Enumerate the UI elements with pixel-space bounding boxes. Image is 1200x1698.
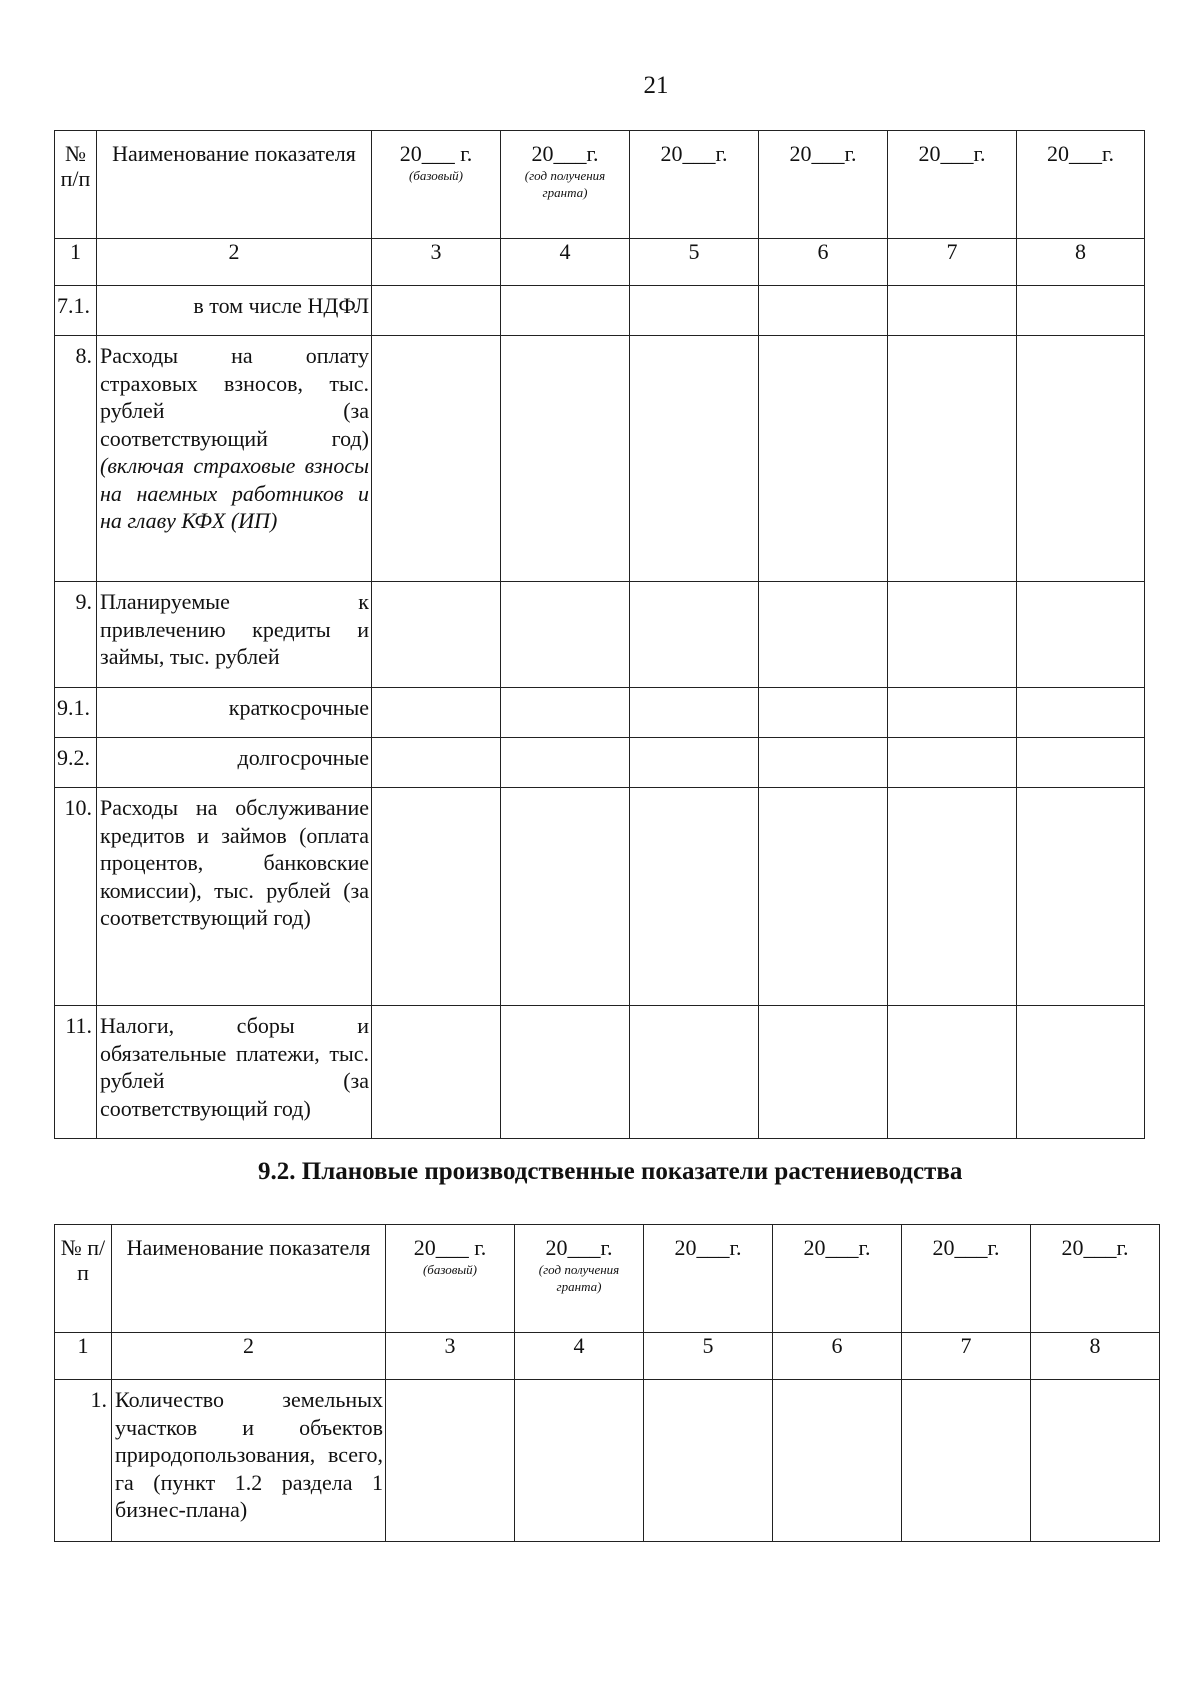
- section-title: 9.2. Плановые производственные показатели растениеводства: [258, 1158, 963, 1185]
- value-cell[interactable]: [501, 582, 630, 688]
- row-num: 9.: [55, 582, 97, 688]
- header-year-grant: 20___г. (год получения гранта): [515, 1225, 644, 1333]
- col-index: 8: [1031, 1333, 1160, 1380]
- value-cell[interactable]: [515, 1380, 644, 1542]
- col-index: 4: [515, 1333, 644, 1380]
- column-index-row: [55, 239, 1145, 286]
- col-index: 1: [55, 1333, 112, 1380]
- financial-indicators-table: [54, 130, 1145, 1139]
- value-cell[interactable]: [1017, 582, 1145, 688]
- value-cell[interactable]: [501, 688, 630, 738]
- header-num: № п/п: [55, 1225, 112, 1333]
- header-year-5: 20___г.: [644, 1225, 773, 1333]
- row-label: Планируемые к привлечению кредиты и займы, тыс. рублей: [97, 582, 372, 688]
- value-cell[interactable]: [773, 1380, 902, 1542]
- crop-production-indicators-table: [54, 1224, 1160, 1542]
- col-index: 4: [501, 239, 630, 286]
- value-cell[interactable]: [630, 336, 759, 582]
- row-num: 1.: [55, 1380, 112, 1542]
- header-year-grant: 20___г. (год получения гранта): [501, 131, 630, 239]
- value-cell[interactable]: [630, 738, 759, 788]
- value-cell[interactable]: [630, 788, 759, 1006]
- value-cell[interactable]: [386, 1380, 515, 1542]
- col-index: 6: [773, 1333, 902, 1380]
- value-cell[interactable]: [888, 688, 1017, 738]
- value-cell[interactable]: [501, 1006, 630, 1139]
- col-index: 2: [112, 1333, 386, 1380]
- value-cell[interactable]: [501, 738, 630, 788]
- value-cell[interactable]: [888, 286, 1017, 336]
- row-num: 7.1.: [55, 286, 97, 336]
- value-cell[interactable]: [902, 1380, 1031, 1542]
- value-cell[interactable]: [888, 788, 1017, 1006]
- row-num: 9.2.: [55, 738, 97, 788]
- value-cell[interactable]: [630, 286, 759, 336]
- value-cell[interactable]: [501, 286, 630, 336]
- header-year-5: 20___г.: [630, 131, 759, 239]
- value-cell[interactable]: [759, 738, 888, 788]
- col-index: 3: [386, 1333, 515, 1380]
- col-index: 2: [97, 239, 372, 286]
- value-cell[interactable]: [644, 1380, 773, 1542]
- value-cell[interactable]: [1017, 788, 1145, 1006]
- value-cell[interactable]: [372, 336, 501, 582]
- value-cell[interactable]: [630, 582, 759, 688]
- col-index: 5: [644, 1333, 773, 1380]
- col-index: 7: [888, 239, 1017, 286]
- header-name: Наименование показателя: [97, 131, 372, 239]
- value-cell[interactable]: [888, 336, 1017, 582]
- value-cell[interactable]: [759, 582, 888, 688]
- row-label: в том числе НДФЛ: [97, 286, 372, 336]
- row-label: долгосрочные: [97, 738, 372, 788]
- value-cell[interactable]: [1017, 1006, 1145, 1139]
- col-index: 1: [55, 239, 97, 286]
- value-cell[interactable]: [501, 788, 630, 1006]
- value-cell[interactable]: [888, 582, 1017, 688]
- table-row: [55, 688, 1145, 738]
- value-cell[interactable]: [372, 1006, 501, 1139]
- col-index: 3: [372, 239, 501, 286]
- table-row: [55, 336, 1145, 582]
- header-year-6: 20___г.: [759, 131, 888, 239]
- row-num: 11.: [55, 1006, 97, 1139]
- value-cell[interactable]: [372, 582, 501, 688]
- row-num: 8.: [55, 336, 97, 582]
- value-cell[interactable]: [1017, 336, 1145, 582]
- row-label: краткосрочные: [97, 688, 372, 738]
- col-index: 5: [630, 239, 759, 286]
- header-year-8: 20___г.: [1017, 131, 1145, 239]
- table-row: [55, 286, 1145, 336]
- table-row: [55, 1380, 1160, 1542]
- value-cell[interactable]: [630, 1006, 759, 1139]
- table-row: [55, 582, 1145, 688]
- value-cell[interactable]: [372, 688, 501, 738]
- value-cell[interactable]: [372, 286, 501, 336]
- row-num: 9.1.: [55, 688, 97, 738]
- row-note: (включая страховые взносы на наемных работников и на главу КФХ (ИП): [100, 453, 369, 533]
- col-index: 7: [902, 1333, 1031, 1380]
- row-label: Налоги, сборы и обязательные платежи, тыс. рублей (за соответствующий год): [97, 1006, 372, 1139]
- header-num: № п/п: [55, 131, 97, 239]
- value-cell[interactable]: [759, 336, 888, 582]
- header-year-7: 20___г.: [888, 131, 1017, 239]
- table-header-row: [55, 1225, 1160, 1333]
- value-cell[interactable]: [372, 788, 501, 1006]
- table-row: [55, 738, 1145, 788]
- table-header-row: [55, 131, 1145, 239]
- value-cell[interactable]: [1017, 688, 1145, 738]
- value-cell[interactable]: [759, 1006, 888, 1139]
- header-year-base: 20___ г. (базовый): [386, 1225, 515, 1333]
- col-index: 8: [1017, 239, 1145, 286]
- page-number: 21: [643, 72, 669, 99]
- header-name: Наименование показателя: [112, 1225, 386, 1333]
- col-index: 6: [759, 239, 888, 286]
- value-cell[interactable]: [759, 788, 888, 1006]
- value-cell[interactable]: [888, 1006, 1017, 1139]
- value-cell[interactable]: [759, 688, 888, 738]
- row-label: Расходы на обслуживание кредитов и займов (оплата процентов, банковские комиссии), тыс. рублей (за соответствующий год): [97, 788, 372, 1006]
- value-cell[interactable]: [501, 336, 630, 582]
- header-year-7: 20___г.: [902, 1225, 1031, 1333]
- value-cell[interactable]: [372, 738, 501, 788]
- value-cell[interactable]: [630, 688, 759, 738]
- value-cell[interactable]: [759, 286, 888, 336]
- row-label: Расходы на оплату страховых взносов, тыс. рублей (за соответствующий год) (включая страховые взносы на наемных работников и на главу КФХ (ИП): [97, 336, 372, 582]
- header-year-8: 20___г.: [1031, 1225, 1160, 1333]
- value-cell[interactable]: [888, 738, 1017, 788]
- value-cell[interactable]: [1031, 1380, 1160, 1542]
- header-year-6: 20___г.: [773, 1225, 902, 1333]
- value-cell[interactable]: [1017, 738, 1145, 788]
- table-row: [55, 1006, 1145, 1139]
- table-row: [55, 788, 1145, 1006]
- row-num: 10.: [55, 788, 97, 1006]
- header-year-base: 20___ г. (базовый): [372, 131, 501, 239]
- value-cell[interactable]: [1017, 286, 1145, 336]
- row-label: Количество земельных участков и объектов природопользования, всего, га (пункт 1.2 раздела 1 бизнес-плана): [112, 1380, 386, 1542]
- column-index-row: [55, 1333, 1160, 1380]
